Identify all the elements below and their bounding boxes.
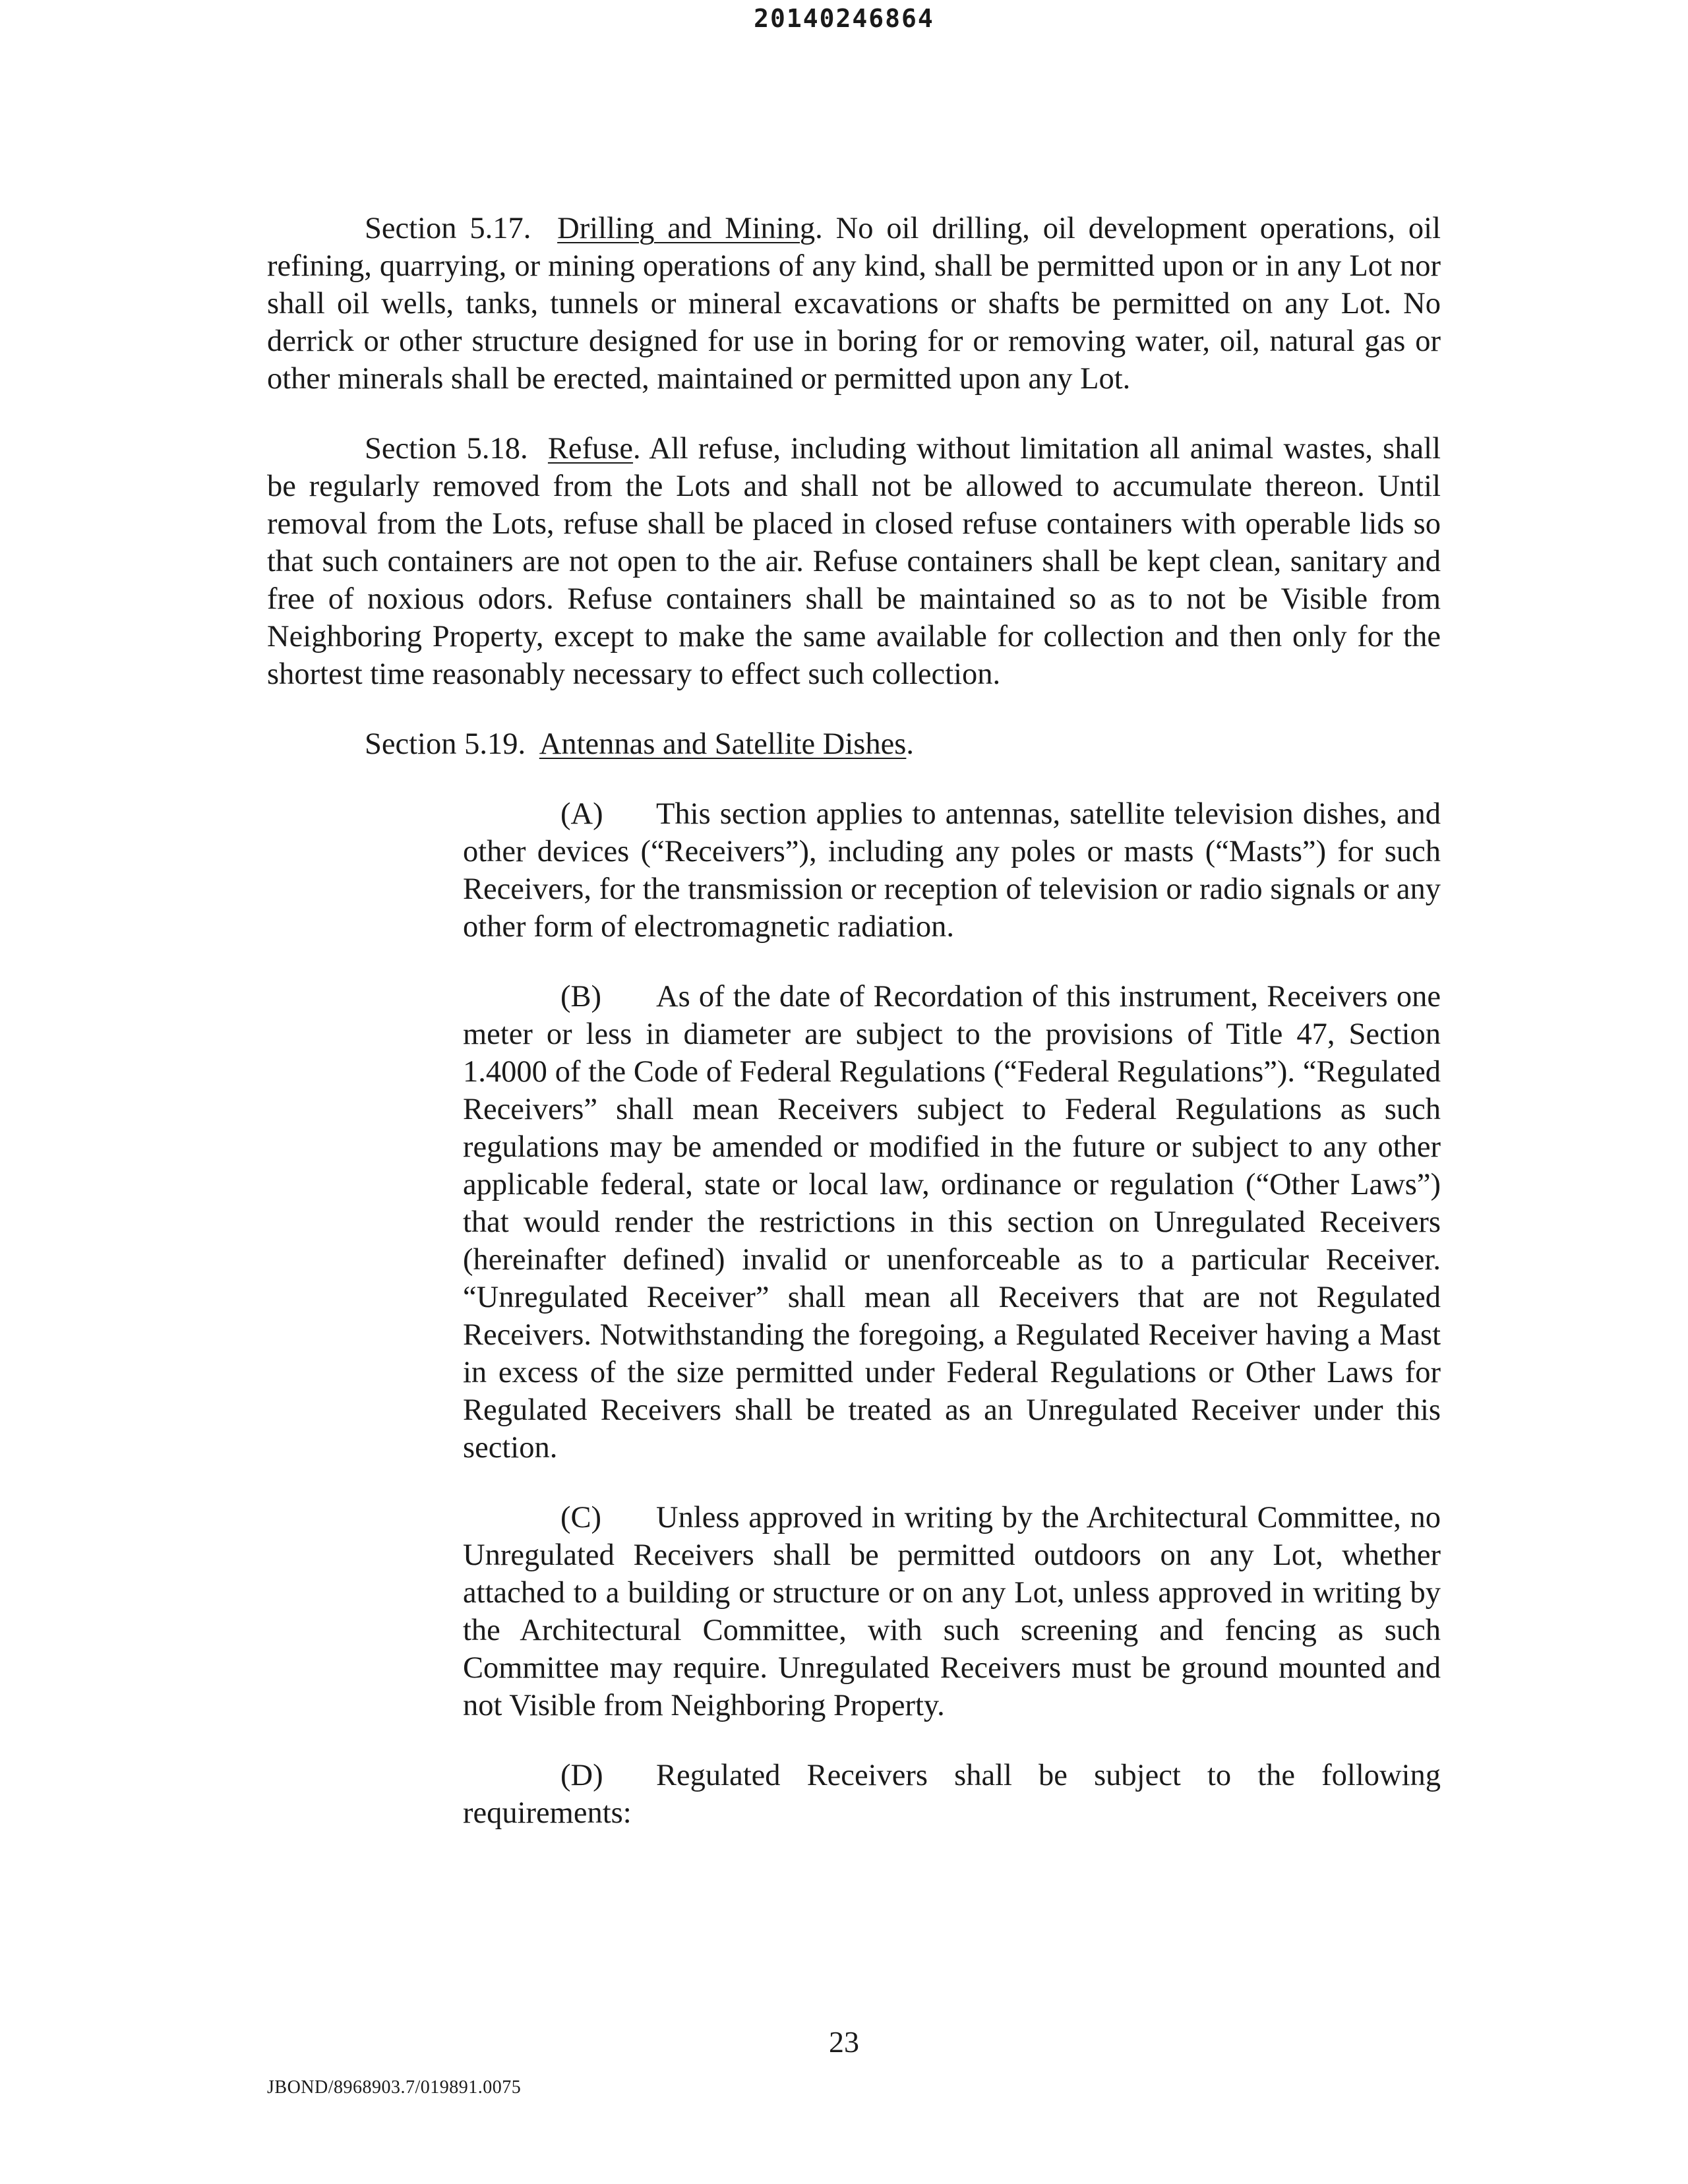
footer-file-id: JBOND/8968903.7/019891.0075: [267, 2077, 522, 2098]
section-title: Drilling and Mining: [557, 212, 816, 245]
section-number: Section 5.19.: [365, 727, 526, 761]
subsection-label: (B): [560, 980, 601, 1014]
section-5-17: [267, 210, 1441, 398]
section-5-18: [267, 430, 1441, 693]
document-body: [267, 210, 1441, 1864]
section-body: . All refuse, including without limitation all animal wastes, shall be regularly removed from the Lots and shall not be allowed to accumulate thereon. Until removal from the Lots, refuse shall be placed in closed refuse containers with operable lids so that such containers are not open to the air. Refuse containers shall be kept clean, sanitary and free of noxious odors. Refuse containers shall be maintained so as to not be Visible from Neighboring Property, except to make the same available for collection and then only for the shortest time reasonably necessary to effect such collection.: [267, 432, 1441, 691]
subsection-label: (D): [560, 1759, 603, 1792]
section-title: Antennas and Satellite Dishes: [539, 727, 907, 761]
subsection-b: [463, 978, 1441, 1467]
subsection-d: [463, 1757, 1441, 1832]
subsection-label: (C): [560, 1501, 601, 1534]
document-number: 20140246864: [754, 4, 934, 33]
subsection-a: [463, 795, 1441, 946]
section-title: Refuse: [547, 432, 634, 466]
section-5-19-heading: [267, 725, 1441, 763]
section-number: Section 5.18.: [365, 432, 528, 466]
subsection-text: Unless approved in writing by the Architectural Committee, no Unregulated Receivers shall be permitted outdoors on any Lot, whether attached to a building or structure or on any Lot, unless approved in writing by the Architectural Committee, with such screening and fencing as such Committee may require. Unregulated Receivers must be ground mounted and not Visible from Neighboring Property.: [463, 1501, 1441, 1722]
subsection-text: This section applies to antennas, satellite television dishes, and other devices (“Receivers”), including any poles or masts (“Masts”) for such Receivers, for the transmission or reception of television or radio signals or any other form of electromagnetic radiation.: [463, 797, 1441, 944]
section-title-end: .: [906, 727, 915, 761]
subsection-text: Regulated Receivers shall be subject to the following requirements:: [463, 1759, 1441, 1830]
subsection-label: (A): [560, 797, 603, 831]
page-number: 23: [829, 2025, 859, 2059]
section-number: Section 5.17.: [365, 212, 531, 245]
subsection-c: [463, 1499, 1441, 1724]
subsection-text: As of the date of Recordation of this instrument, Receivers one meter or less in diameter are subject to the provisions of Title 47, Section 1.4000 of the Code of Federal Regulations (“Federal Regulations”). “Regulated Receivers” shall mean Receivers subject to Federal Regulations as such regulations may be amended or modified in the future or subject to any other applicable federal, state or local law, ordinance or regulation (“Other Laws”) that would render the restrictions in this section on Unregulated Receivers (hereinafter defined) invalid or unenforceable as to a particular Receiver. “Unregulated Receiver” shall mean all Receivers that are not Regulated Receivers. Notwithstanding the foregoing, a Regulated Receiver having a Mast in excess of the size permitted under Federal Regulations or Other Laws for Regulated Receivers shall be treated as an Unregulated Receiver under this section.: [463, 980, 1441, 1465]
section-body: . No oil drilling, oil development operations, oil refining, quarrying, or mining operations of any kind, shall be permitted upon or in any Lot nor shall oil wells, tanks, tunnels or mineral excavations or shafts be permitted on any Lot. No derrick or other structure designed for use in boring for or removing water, oil, natural gas or other minerals shall be erected, maintained or permitted upon any Lot.: [267, 212, 1441, 396]
